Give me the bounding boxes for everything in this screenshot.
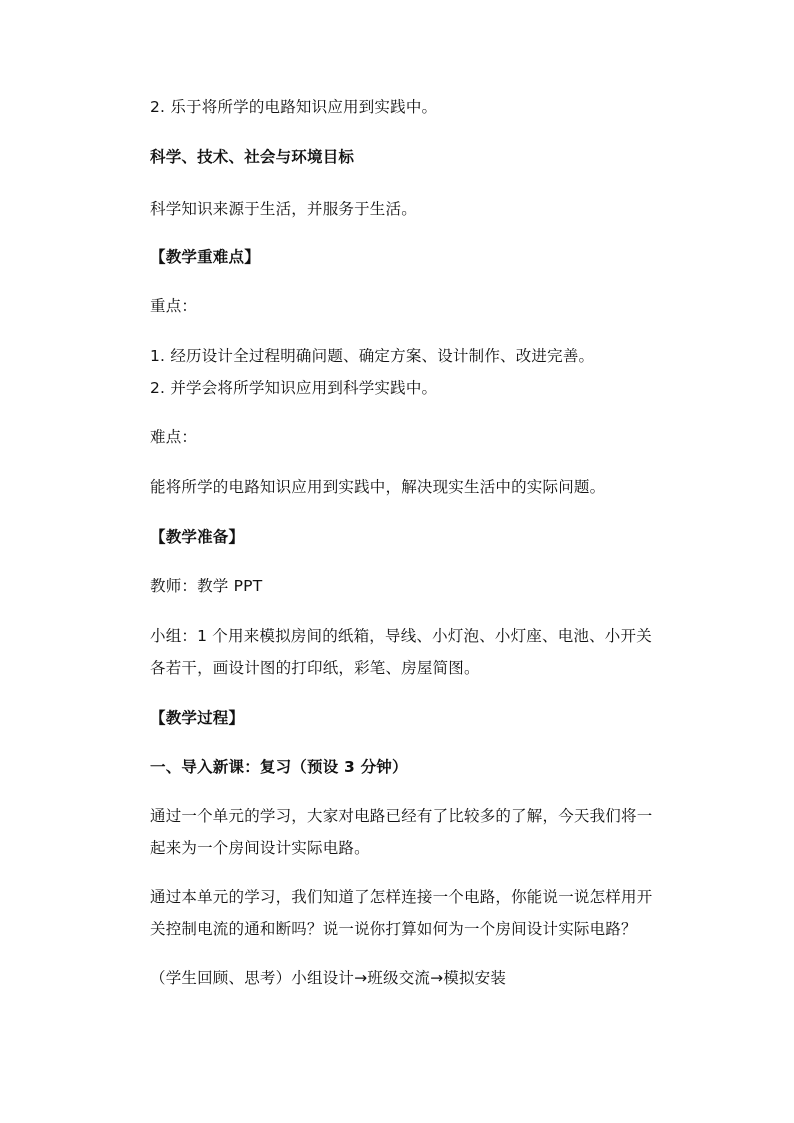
prep-group-line-1: 小组：1 个用来模拟房间的纸箱，导线、小灯泡、小灯座、电池、小开关 <box>150 627 652 645</box>
difficulty-text: 能将所学的电路知识应用到实践中，解决现实生活中的实际问题。 <box>150 478 606 496</box>
section-heading-process: 【教学过程】 <box>150 709 245 727</box>
intro-paragraph-3: （学生回顾、思考）小组设计→班级交流→模拟安装 <box>150 969 507 987</box>
key-point-2: 2. 并学会将所学知识应用到科学实践中。 <box>150 379 438 397</box>
intro-paragraph-1-line-2: 起来为一个房间设计实际电路。 <box>150 839 370 857</box>
difficulty-label: 难点： <box>150 428 198 446</box>
key-points-label: 重点： <box>150 297 198 315</box>
prep-teacher: 教师：教学 PPT <box>150 577 263 595</box>
section-heading-key-points: 【教学重难点】 <box>150 248 260 266</box>
sts-text: 科学知识来源于生活，并服务于生活。 <box>150 200 417 218</box>
key-point-1: 1. 经历设计全过程明确问题、确定方案、设计制作、改进完善。 <box>150 347 595 365</box>
intro-paragraph-2-line-1: 通过本单元的学习，我们知道了怎样连接一个电路，你能说一说怎样用开 <box>150 888 653 906</box>
section-heading-preparation: 【教学准备】 <box>150 528 245 546</box>
section-heading-sts: 科学、技术、社会与环境目标 <box>150 148 355 166</box>
objective-item-2: 2. 乐于将所学的电路知识应用到实践中。 <box>150 98 438 116</box>
subheading-intro: 一、导入新课：复习（预设 3 分钟） <box>150 758 408 776</box>
intro-paragraph-1-line-1: 通过一个单元的学习，大家对电路已经有了比较多的了解，今天我们将一 <box>150 807 653 825</box>
prep-group-line-2: 各若干，画设计图的打印纸，彩笔、房屋简图。 <box>150 659 480 677</box>
intro-paragraph-2-line-2: 关控制电流的通和断吗？说一说你打算如何为一个房间设计实际电路？ <box>150 920 637 938</box>
